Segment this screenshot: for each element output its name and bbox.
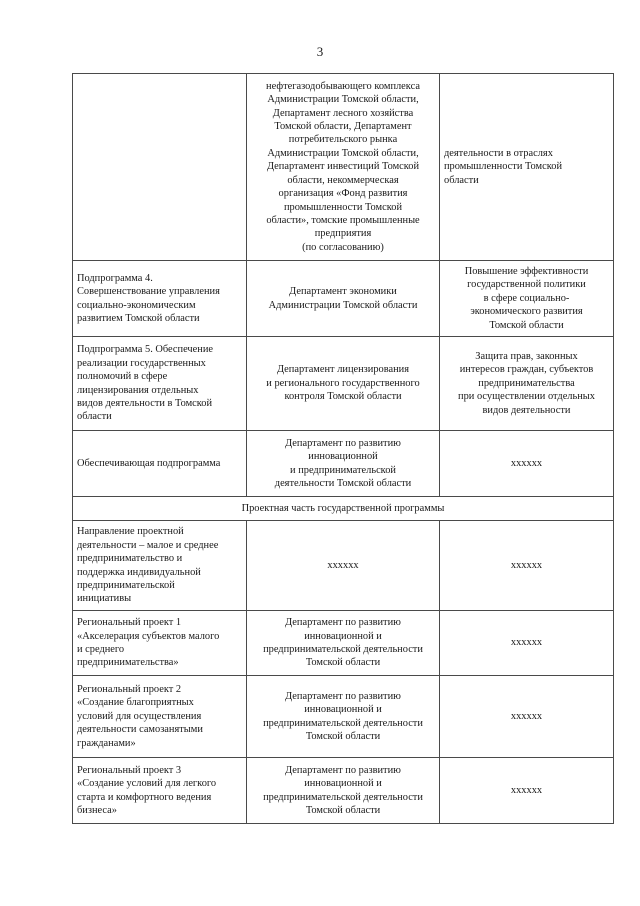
executor-cell: нефтегазодобывающего комплекса Администрации Томской области, Департамент лесного хозяйства Томской области, Департамент потребительского рынка Администрации Томской области, Департамент инвестиций Томской области, некоммерческая организация «Фонд развития промышленности Томской области», томские промышленные предприятия (по согласованию): [247, 74, 440, 261]
subprogram-cell: Подпрограмма 5. Обеспечение реализации государственных полномочий в сфере лицензирования отдельных видов деятельности в Томской области: [73, 337, 247, 431]
subprogram-cell: Направление проектной деятельности – малое и среднее предпринимательство и поддержка индивидуальной предпринимательской инициативы: [73, 521, 247, 611]
section-title: Проектная часть государственной программы: [73, 497, 614, 521]
executor-cell: Департамент по развитию инновационной и предпринимательской деятельности Томской области: [247, 758, 440, 824]
table-row: [73, 74, 614, 261]
goal-cell: xxxxxx: [440, 611, 614, 676]
section-row: [73, 497, 614, 521]
executor-cell: Департамент лицензирования и регионального государственного контроля Томской области: [247, 337, 440, 431]
goal-cell: xxxxxx: [440, 521, 614, 611]
subprogram-cell: Подпрограмма 4. Совершенствование управления социально-экономическим развитием Томской области: [73, 261, 247, 337]
goal-cell: xxxxxx: [440, 676, 614, 758]
table-row: [73, 758, 614, 824]
goal-cell: деятельности в отраслях промышленности Томской области: [440, 74, 614, 261]
subprogram-cell: [73, 74, 247, 261]
goal-cell: xxxxxx: [440, 758, 614, 824]
executor-cell: Департамент по развитию инновационной и предпринимательской деятельности Томской области: [247, 611, 440, 676]
executor-cell: xxxxxx: [247, 521, 440, 611]
program-table: [72, 73, 614, 824]
page-number: 3: [316, 44, 324, 59]
goal-cell: xxxxxx: [440, 431, 614, 497]
table-row: [73, 676, 614, 758]
goal-cell: Защита прав, законных интересов граждан, субъектов предпринимательства при осуществлении отдельных видов деятельности: [440, 337, 614, 431]
table-row: [73, 521, 614, 611]
goal-cell: Повышение эффективности государственной политики в сфере социально- экономического развития Томской области: [440, 261, 614, 337]
subprogram-cell: Региональный проект 3 «Создание условий для легкого старта и комфортного ведения бизнеса»: [73, 758, 247, 824]
table-row: [73, 611, 614, 676]
executor-cell: Департамент по развитию инновационной и предпринимательской деятельности Томской области: [247, 676, 440, 758]
subprogram-cell: Региональный проект 2 «Создание благоприятных условий для осуществления деятельности самозанятыми гражданами»: [73, 676, 247, 758]
subprogram-cell: Региональный проект 1 «Акселерация субъектов малого и среднего предпринимательства»: [73, 611, 247, 676]
executor-cell: Департамент по развитию инновационной и предпринимательской деятельности Томской области: [247, 431, 440, 497]
table-row: [73, 261, 614, 337]
table-row: [73, 431, 614, 497]
subprogram-cell: Обеспечивающая подпрограмма: [73, 431, 247, 497]
table-row: [73, 337, 614, 431]
executor-cell: Департамент экономики Администрации Томской области: [247, 261, 440, 337]
